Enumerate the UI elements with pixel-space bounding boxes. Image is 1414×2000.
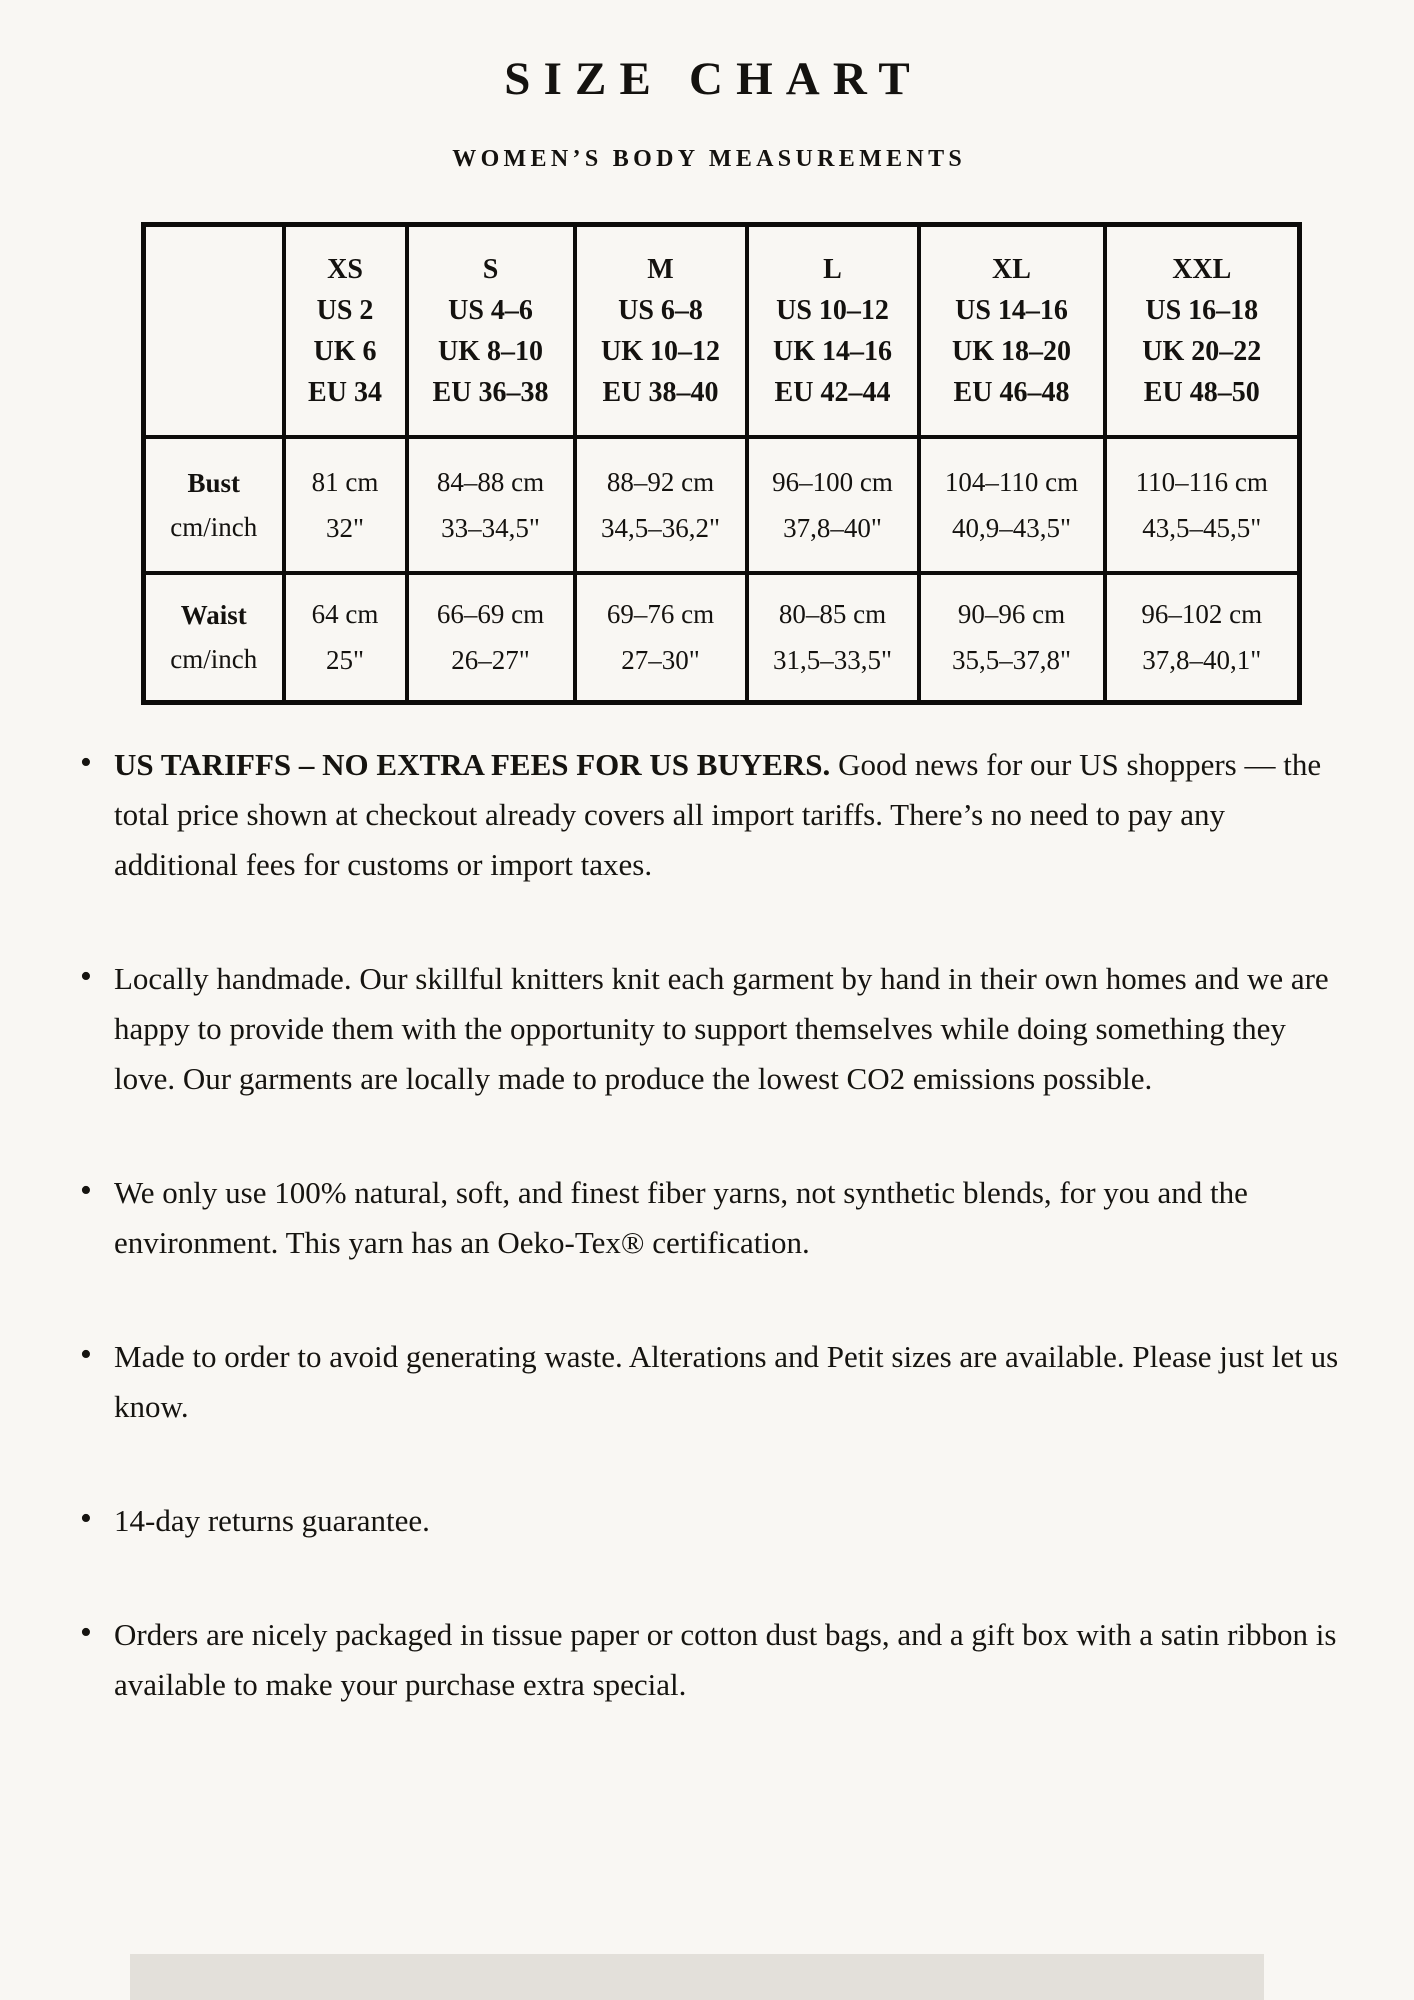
bullet-text: Locally handmade. Our skillful knitters knit each garment by hand in their own homes and we are happy to provide them with the opportunity to support themselves while doing something they love. Our garments are locally made to produce the lowest CO2 emissions possible. [114,961,1329,1096]
bullet-item-us-tariffs [80,740,1342,890]
size-column-header-l [747,225,919,437]
measurement-inch: 31,5–33,5" [772,645,893,676]
size-name: XS [327,253,363,285]
size-column-header-m [575,225,747,437]
bust-measurement-cell [747,437,919,573]
size-name: L [823,253,842,285]
size-uk: UK 18–20 [952,335,1071,367]
size-uk: UK 10–12 [601,335,720,367]
product-info-bullet-list [80,740,1342,1710]
measurement-inch: 33–34,5" [441,512,540,543]
size-us: US 16–18 [1145,294,1259,326]
measurement-cm: 84–88 cm [436,466,545,497]
bust-measurement-cell [284,437,407,573]
measurement-inch: 40,9–43,5" [951,512,1072,543]
measurement-cm: 64 cm [311,599,379,630]
size-eu: EU 34 [308,376,382,408]
measurement-cm: 66–69 cm [436,599,545,630]
size-chart-table [141,222,1302,705]
measurement-inch: 37,8–40" [783,512,882,543]
bullet-item-packaging [80,1610,1342,1710]
size-name: S [482,253,499,285]
bottom-section-bar [130,1954,1264,2000]
size-eu: EU 48–50 [1143,376,1260,408]
measurement-inch: 27–30" [621,645,700,676]
measurement-inch: 25" [325,645,365,676]
waist-measurement-cell [1105,573,1300,703]
size-eu: EU 38–40 [602,376,719,408]
size-us: US 4–6 [448,294,533,326]
size-column-header-xl [919,225,1105,437]
size-name: XXL [1172,253,1232,285]
size-uk: UK 20–22 [1142,335,1262,367]
waist-row-label-cell [144,573,284,703]
measurement-cm: 90–96 cm [957,599,1066,630]
row-unit: cm/inch [170,644,258,675]
measurement-inch: 26–27" [451,645,530,676]
waist-measurement-cell [747,573,919,703]
size-eu: EU 42–44 [774,376,891,408]
bullet-text: Orders are nicely packaged in tissue paper or cotton dust bags, and a gift box with a satin ribbon is available to make your purchase extra special. [114,1617,1337,1702]
measurement-inch: 32" [325,512,365,543]
size-uk: UK 8–10 [438,335,543,367]
page-title: SIZE CHART [504,53,923,105]
bullet-text: Good news for our US shoppers — the total price shown at checkout already covers all import tariffs. There’s no need to pay any additional fees for customs or import taxes. [114,747,1322,882]
bust-measurement-cell [407,437,575,573]
bust-measurement-cell [575,437,747,573]
measurement-inch: 35,5–37,8" [951,645,1072,676]
size-us: US 6–8 [618,294,703,326]
bullet-text: 14-day returns guarantee. [114,1503,430,1538]
page-subtitle: WOMEN’S BODY MEASUREMENTS [452,146,967,172]
bullet-item-natural-yarns [80,1168,1342,1268]
row-unit: cm/inch [170,511,258,542]
size-eu: EU 36–38 [432,376,549,408]
measurement-cm: 96–100 cm [772,466,893,497]
measurement-cm: 110–116 cm [1135,466,1268,497]
bullet-item-made-to-order [80,1332,1342,1432]
table-header-row [144,225,1300,437]
waist-measurement-cell [575,573,747,703]
size-us: US 2 [316,294,374,326]
measurement-cm: 80–85 cm [778,599,887,630]
bust-row-label-cell [144,437,284,573]
waist-measurement-cell [407,573,575,703]
bullet-item-locally-handmade [80,954,1342,1104]
size-column-header-s [407,225,575,437]
size-uk: UK 14–16 [773,335,892,367]
bust-measurement-cell [919,437,1105,573]
waist-row [144,573,1300,703]
waist-measurement-cell [919,573,1105,703]
size-us: US 10–12 [776,294,889,326]
size-us: US 14–16 [955,294,1068,326]
bullet-text: Made to order to avoid generating waste. Alterations and Petit sizes are available. Please just let us know. [114,1339,1339,1424]
waist-measurement-cell [284,573,407,703]
measurement-cm: 81 cm [311,466,379,497]
size-uk: UK 6 [313,335,377,367]
bullet-bold-text: US TARIFFS – NO EXTRA FEES FOR US BUYERS. [114,747,831,782]
bullet-item-returns-guarantee [80,1496,1342,1546]
size-name: M [647,253,674,285]
size-column-header-xxl [1105,225,1300,437]
measurement-cm: 69–76 cm [606,599,715,630]
measurement-inch: 34,5–36,2" [600,512,721,543]
measurement-cm: 96–102 cm [1141,599,1263,630]
bust-measurement-cell [1105,437,1300,573]
table-corner-cell [144,225,284,437]
size-column-header-xs [284,225,407,437]
measurement-inch: 37,8–40,1" [1142,645,1262,676]
bust-row [144,437,1300,573]
measurement-inch: 43,5–45,5" [1142,512,1262,543]
measurement-cm: 104–110 cm [944,466,1079,497]
bullet-text: We only use 100% natural, soft, and finest fiber yarns, not synthetic blends, for you and the environment. This yarn has an Oeko-Tex® certification. [114,1175,1248,1260]
row-label: Waist [180,600,247,631]
size-eu: EU 46–48 [953,376,1070,408]
row-label: Bust [187,467,241,498]
measurement-cm: 88–92 cm [606,466,715,497]
size-name: XL [992,253,1031,285]
